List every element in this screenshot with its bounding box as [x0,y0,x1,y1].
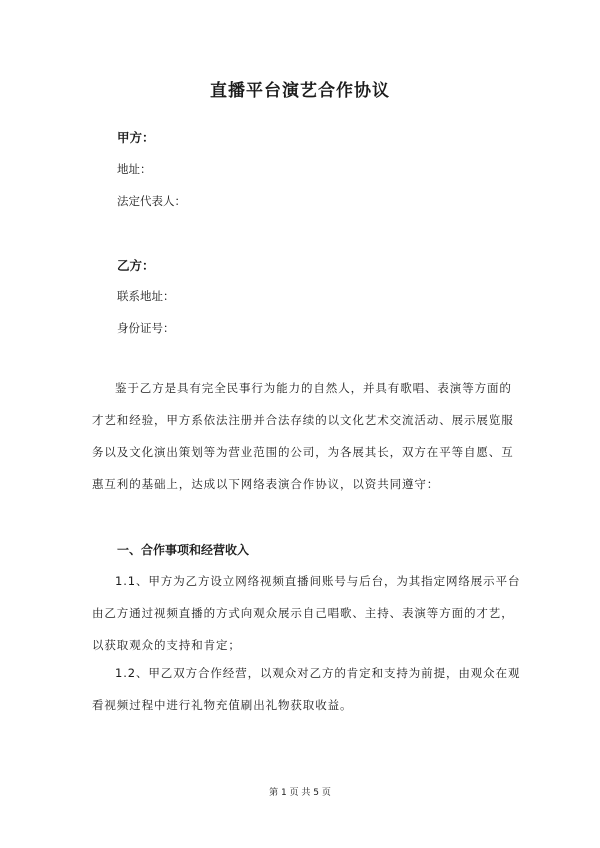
clause-1-2-line: 看视频过程中进行礼物充值刷出礼物获取收益。 [92,698,353,712]
preamble-line: 鉴于乙方是具有完全民事行为能力的自然人，并具有歌唱、表演等方面的 [115,381,512,395]
section-heading: 一、合作事项和经营收入 [117,543,250,557]
party-b-address-label: 联系地址： [117,289,175,303]
document-title: 直播平台演艺合作协议 [210,81,390,101]
preamble-line: 惠互利的基础上，达成以下网络表演合作协议，以资共同遵守： [92,477,440,491]
clause-1-1-line: 以获取观众的支持和肯定； [92,638,241,652]
party-b-label: 乙方： [117,258,155,273]
party-a-representative-label: 法定代表人： [117,194,186,208]
clause-1-2-line: 1.2、甲乙双方合作经营，以观众对乙方的肯定和支持为前提，由观众在观 [115,666,521,680]
page-footer: 第 1 页 共 5 页 [269,788,331,798]
clause-1-1-line: 由乙方通过视频直播的方式向观众展示自己唱歌、主持、表演等方面的才艺， [92,606,514,620]
party-a-address-label: 地址： [117,162,152,176]
clause-1-1-line: 1.1、甲方为乙方设立网络视频直播间账号与后台，为其指定网络展示平台 [115,574,521,588]
party-b-id-label: 身份证号： [117,321,175,335]
preamble-line: 才艺和经验，甲方系依法注册并合法存续的以文化艺术交流活动、展示展览服 [92,413,514,427]
party-a-label: 甲方： [117,130,155,145]
preamble-line: 务以及文化演出策划等为营业范围的公司，为各展其长，双方在平等自愿、互 [92,445,514,459]
